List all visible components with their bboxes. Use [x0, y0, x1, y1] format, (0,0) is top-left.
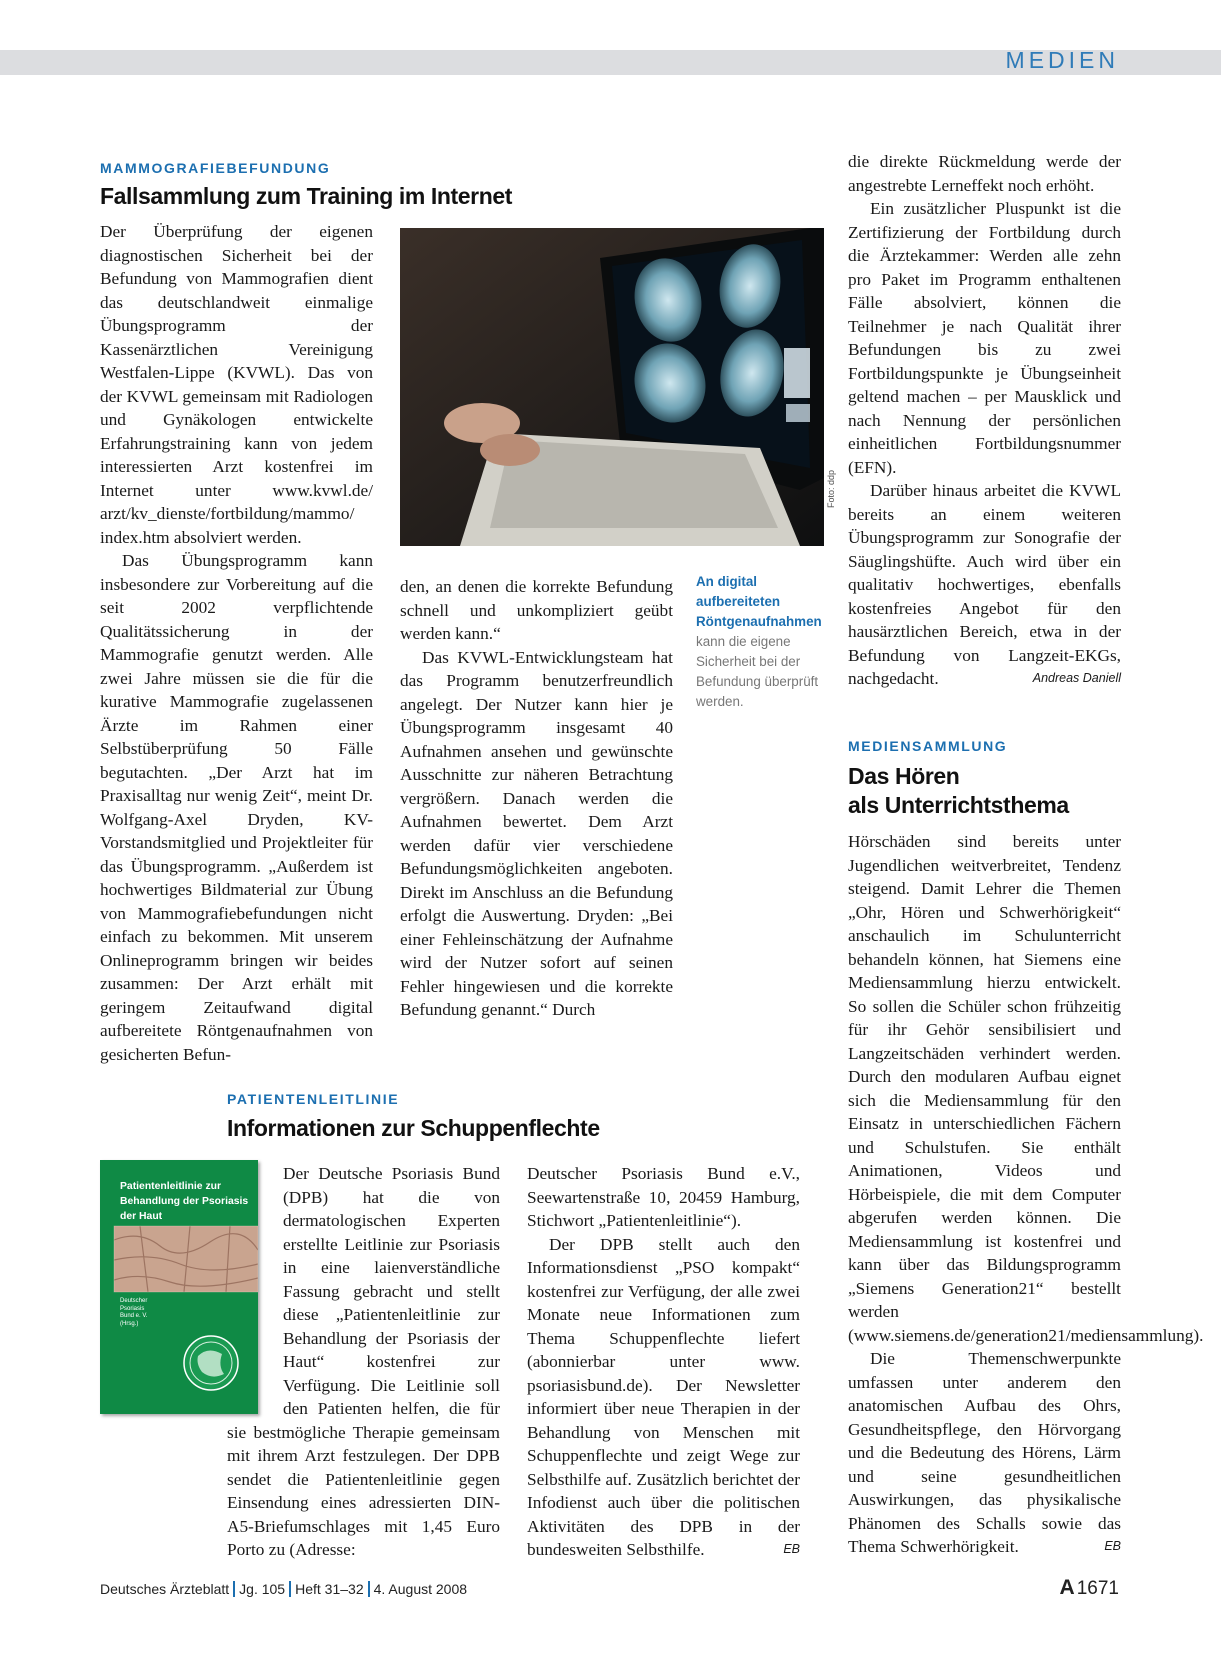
article1-column-3 — [848, 150, 1121, 691]
journal-volume: Jg. 105 — [239, 1581, 286, 1597]
article1-kicker: MAMMOGRAFIEBEFUNDUNG — [100, 160, 331, 176]
monitor-keyboard-illustration — [400, 228, 824, 546]
paragraph: Deutscher Psoriasis Bund e.V., Seewartenstraße 10, 20459 Hamburg, Stichwort „Patientenleitlinie“). — [527, 1164, 800, 1230]
page-prefix: A — [1059, 1576, 1075, 1599]
cover-title: Patientenleitlinie zur Behandlung der Psoriasis der Haut — [120, 1181, 249, 1222]
footer-separator — [289, 1581, 291, 1597]
article2-column-1 — [227, 1162, 500, 1562]
article2-headline: Informationen zur Schuppenflechte — [227, 1115, 600, 1141]
mammography-photo — [400, 228, 824, 546]
paragraph — [848, 479, 1121, 691]
page-number — [1060, 1576, 1119, 1600]
paragraph-text: Die Themenschwerpunkte umfassen unter anderem den anatomischen Aufbau des Ohrs, Gesundheitspflege, den Hörvorgang und die Bedeutung des Hörens, Lärm und seine gesundheitlichen Auswirkungen, das physikalische Phänomen des Schalls sowie das Thema Schwerhörigkeit. — [848, 1349, 1121, 1556]
footer — [100, 1581, 467, 1597]
caption-bold: An digital aufbereiteten Röntgenaufnahmen — [696, 574, 822, 629]
footer-separator — [233, 1581, 235, 1597]
journal-date: 4. August 2008 — [373, 1581, 468, 1597]
paragraph: den, an denen die korrekte Befundung schnell und unkompliziert geübt werden kann.“ — [400, 577, 673, 643]
photo-credit: Foto: ddp — [826, 469, 836, 508]
paragraph-text: Der DPB stellt auch den Informationsdienst „PSO kompakt“ kostenfrei zur Verfügung, der alle zwei Monate neue Informationen zum Thema Schuppenflechte liefert (abonnierbar unter www. psoriasisbund.de). Der Newsletter informiert über neue Therapien in der Behandlung von Menschen mit Schuppenflechte und zeigt Wege zur Selbsthilfe auf. Zusätzlich berichtet der Infodienst auch über die politischen Aktivitäten des DPB in der bundesweiten Selbsthilfe. — [527, 1234, 800, 1559]
article2-kicker: PATIENTENLEITLINIE — [227, 1091, 400, 1107]
article3-column — [848, 830, 1204, 1559]
cover-publisher: Deutscher Psoriasis Bund e. V. (Hrsg.) — [120, 1298, 148, 1327]
headline-line: als Unterrichtsthema — [848, 792, 1069, 818]
article1-column-1 — [100, 220, 373, 1066]
footer-separator — [368, 1581, 370, 1597]
article1-column-2 — [400, 575, 673, 1022]
paragraph: Das Übungsprogramm kann insbesondere zur Vorbereitung auf die seit 2002 verpflichtende Qualitätssicherung in der Mammografie genutzt werden. Alle zwei Jahre müssen sie die für die kurative Mammografie zugelassenen Ärzte im Rahmen einer Selbstüberprüfung 50 Fälle begutachten. „Der Arzt hat im Praxisalltag nur wenig Zeit“, meint Dr. Wolfgang-Axel Dryden, KV-Vorstandsmitglied und Projektleiter für das Übungsprogramm. „Außerdem ist hochwertiges Bildmaterial zur Übung von Mammografiebefundungen nicht einfach zu bekommen. Mit unserem Onlineprogramm bringen wir beides zusammen: Der Arzt erhält mit geringem Zeitaufwand digital aufbereitete Röntgenaufnahmen von gesicherten Befun- — [100, 551, 373, 1064]
article1-author: Andreas Daniell — [1032, 671, 1121, 685]
cover-wrap-space — [227, 1162, 283, 1414]
paragraph — [527, 1233, 800, 1562]
journal-name: Deutsches Ärzteblatt — [100, 1581, 230, 1597]
paragraph: Der Überprüfung der eigenen diagnostischen Sicherheit bei der Befundung von Mammografien dient das deutschlandweit einmalige Übungsprogramm der Kassenärztlichen Vereinigung Westfalen-Lippe (KVWL). Das von der KVWL gemeinsam mit Radiologen und Gynäkologen entwickelte Erfahrungstraining kann von jedem interessierten Arzt kostenfrei im Internet unter www.kvwl.de/ arzt/kv_dienste/fortbildung/mammo/ index.htm absolviert werden. — [100, 222, 373, 547]
article2-author: EB — [783, 1542, 800, 1556]
article3-author: EB — [1104, 1539, 1121, 1553]
paragraph: die direkte Rückmeldung werde der angestrebte Lerneffekt noch erhöht. — [848, 152, 1121, 195]
headline-line: Das Hören — [848, 763, 960, 789]
paragraph: Das KVWL-Entwicklungsteam hat das Programm benutzerfreundlich angelegt. Der Nutzer kann hier je Übungsprogramm insgesamt 40 Aufnahmen ansehen und gewünschte Ausschnitte zur näheren Betrachtung vergrößern. Danach werden die Aufnahmen bewertet. Dem Arzt werden dafür vier verschiedene Befundungsmöglichkeiten angeboten. Direkt im Anschluss an die Befundung erfolgt die Auswertung. Dryden: „Bei einer Fehleinschätzung der Aufnahme wird der Nutzer sofort auf seinen Fehler hingewiesen und die korrekte Befundung genannt.“ Durch — [400, 647, 673, 1019]
article1-headline: Fallsammlung zum Training im Internet — [100, 183, 513, 209]
paragraph: Der Deutsche Psoriasis Bund (DPB) hat die von dermatologischen Experten erstellte Leitlinie zur Psoriasis in eine laienverständliche Fassung gebracht und stellt diese „Patientenleitlinie zur Behandlung der Psoriasis der Haut“ kostenfrei zur Verfügung. Die Leitlinie soll den Patienten helfen, die für sie bestmögliche Therapie gemeinsam mit ihrem Arzt festzulegen. Der DPB sendet die Patientenleitlinie gegen Einsendung eines adressierten DIN-A5-Briefumschlages mit 1,45 Euro Porto zu (Adresse: — [227, 1164, 500, 1559]
paragraph — [848, 1347, 1121, 1559]
paragraph: Hörschäden sind bereits unter Jugendlichen weitverbreitet, Tendenz steigend. Damit Lehrer die Themen „Ohr, Hören und Schwerhörigkeit“ anschaulich im Schulunterricht behandeln können, hat Siemens eine Mediensammlung hierzu entwickelt. So sollen die Schüler schon frühzeitig für ihr Gehör sensibilisiert und Langzeitschäden verhindert werden. Durch den modularen Aufbau eignet sich die Mediensammlung für den Einsatz in unterschiedlichen Fächern und Schulstufen. Sie enthält Animationen, Videos und Hörbeispiele, die mit dem Computer abgerufen werden können. Die Mediensammlung ist kostenfrei und kann über das Bildungsprogramm „Siemens Generation21“ bestellt werden (www.siemens.de/generation21/mediensammlung). — [848, 832, 1204, 1345]
paragraph-text: Darüber hinaus arbeitet die KVWL bereits an einem weiteren Übungsprogramm zur Sonografie der Säuglingshüfte. Auch wird über ein qualitativ hochwertiges, ebenfalls kostenfreies Angebot für den hausärztlichen Bereich, etwa in der Befundung von Langzeit-EKGs, nachgedacht. — [848, 481, 1121, 688]
journal-issue: Heft 31–32 — [295, 1581, 364, 1597]
article3-kicker: MEDIENSAMMLUNG — [848, 738, 1008, 754]
paragraph: Ein zusätzlicher Pluspunkt ist die Zertifizierung der Fortbildung durch die Ärztekammer: Werden alle zehn pro Paket im Programm enthaltenen Fälle absolviert, können die Teilnehmer je nach Qualität ihrer Befundungen bis zu zwei Fortbildungspunkte je Übungseinheit geltend machen – per Mausklick und nach Nennung der persönlichen einheitlichen Fortbildungsnummer (EFN). — [848, 199, 1121, 477]
photo-caption — [696, 572, 824, 712]
article3-headline — [848, 762, 1069, 820]
section-label: MEDIEN — [1005, 47, 1119, 73]
page-number-value: 1671 — [1076, 1578, 1119, 1599]
caption-text: kann die eigene Sicherheit bei der Befundung überprüft werden. — [696, 634, 819, 709]
article2-column-2 — [527, 1162, 800, 1562]
